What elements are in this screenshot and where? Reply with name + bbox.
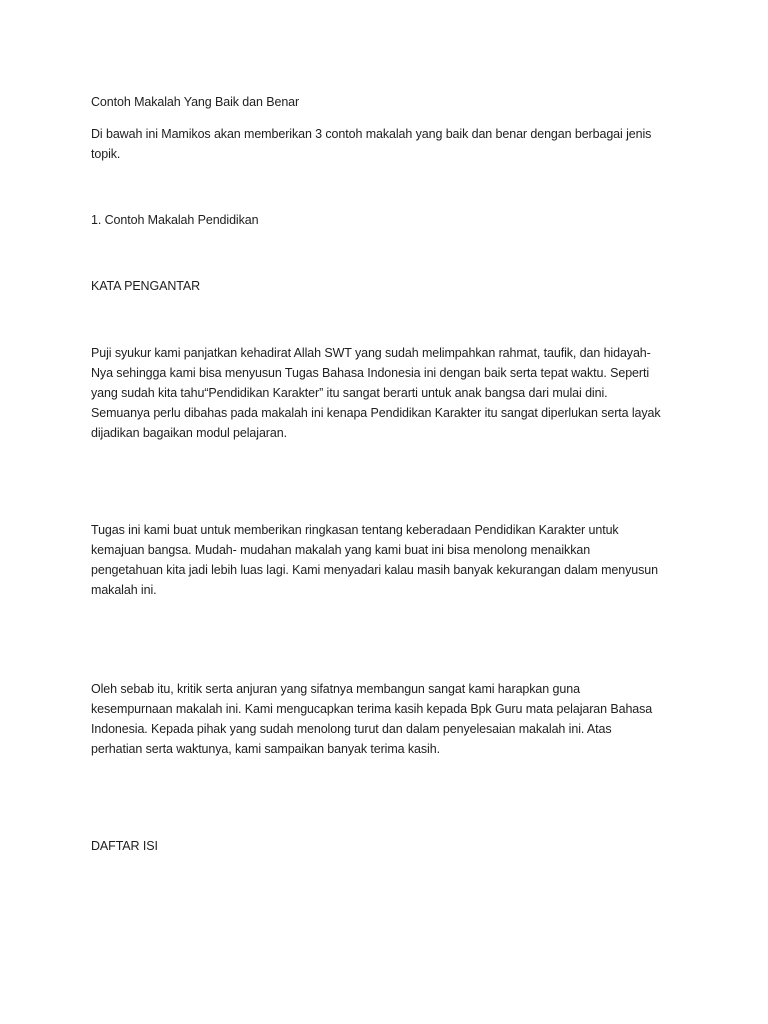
paragraph-line: yang sudah kita tahu“Pendidikan Karakter” itu sangat berarti untuk anak bangsa dari mulai dini.	[91, 386, 608, 400]
paragraph-line: Semuanya perlu dibahas pada makalah ini kenapa Pendidikan Karakter itu sangat diperlukan serta layak	[91, 406, 661, 420]
paragraph-line: Puji syukur kami panjatkan kehadirat Allah SWT yang sudah melimpahkan rahmat, taufik, dan hidayah-	[91, 346, 651, 360]
paragraph-kritik	[91, 679, 686, 759]
section-heading	[91, 210, 686, 230]
title-line: Contoh Makalah Yang Baik dan Benar	[91, 95, 300, 109]
paragraph-line: Nya sehingga kami bisa menyusun Tugas Bahasa Indonesia ini dengan baik serta tepat waktu. Seperti	[91, 366, 650, 380]
paragraph-line: Indonesia. Kepada pihak yang sudah menolong turut dan dalam penyelesaian makalah ini. Atas	[91, 722, 612, 736]
paragraph-puji-syukur	[91, 343, 686, 443]
paragraph-tugas	[91, 520, 686, 600]
daftar-isi-heading	[91, 836, 686, 856]
intro-line: topik.	[91, 147, 121, 161]
paragraph-line: dijadikan bagaikan modul pelajaran.	[91, 426, 287, 440]
paragraph-line: Oleh sebab itu, kritik serta anjuran yang sifatnya membangun sangat kami harapkan guna	[91, 682, 580, 696]
paragraph-line: kesempurnaan makalah ini. Kami mengucapkan terima kasih kepada Bpk Guru mata pelajaran Bahasa	[91, 702, 653, 716]
paragraph-line: Tugas ini kami buat untuk memberikan ringkasan tentang keberadaan Pendidikan Karakter untuk	[91, 523, 619, 537]
paragraph-line: makalah ini.	[91, 583, 157, 597]
paragraph-line: perhatian serta waktunya, kami sampaikan banyak terima kasih.	[91, 742, 440, 756]
kata-pengantar-heading	[91, 276, 686, 296]
section-heading-line: 1. Contoh Makalah Pendidikan	[91, 213, 259, 227]
intro-line: Di bawah ini Mamikos akan memberikan 3 contoh makalah yang baik dan benar dengan berbagai jenis	[91, 127, 652, 141]
daftar-isi-line: DAFTAR ISI	[91, 839, 158, 853]
kata-pengantar-line: KATA PENGANTAR	[91, 279, 201, 293]
paragraph-line: pengetahuan kita jadi lebih luas lagi. Kami menyadari kalau masih banyak kekurangan dalam menyusun	[91, 563, 658, 577]
paragraph-line: kemajuan bangsa. Mudah- mudahan makalah yang kami buat ini bisa menolong menaikkan	[91, 543, 591, 557]
document-title	[91, 92, 686, 112]
intro-paragraph	[91, 124, 686, 164]
